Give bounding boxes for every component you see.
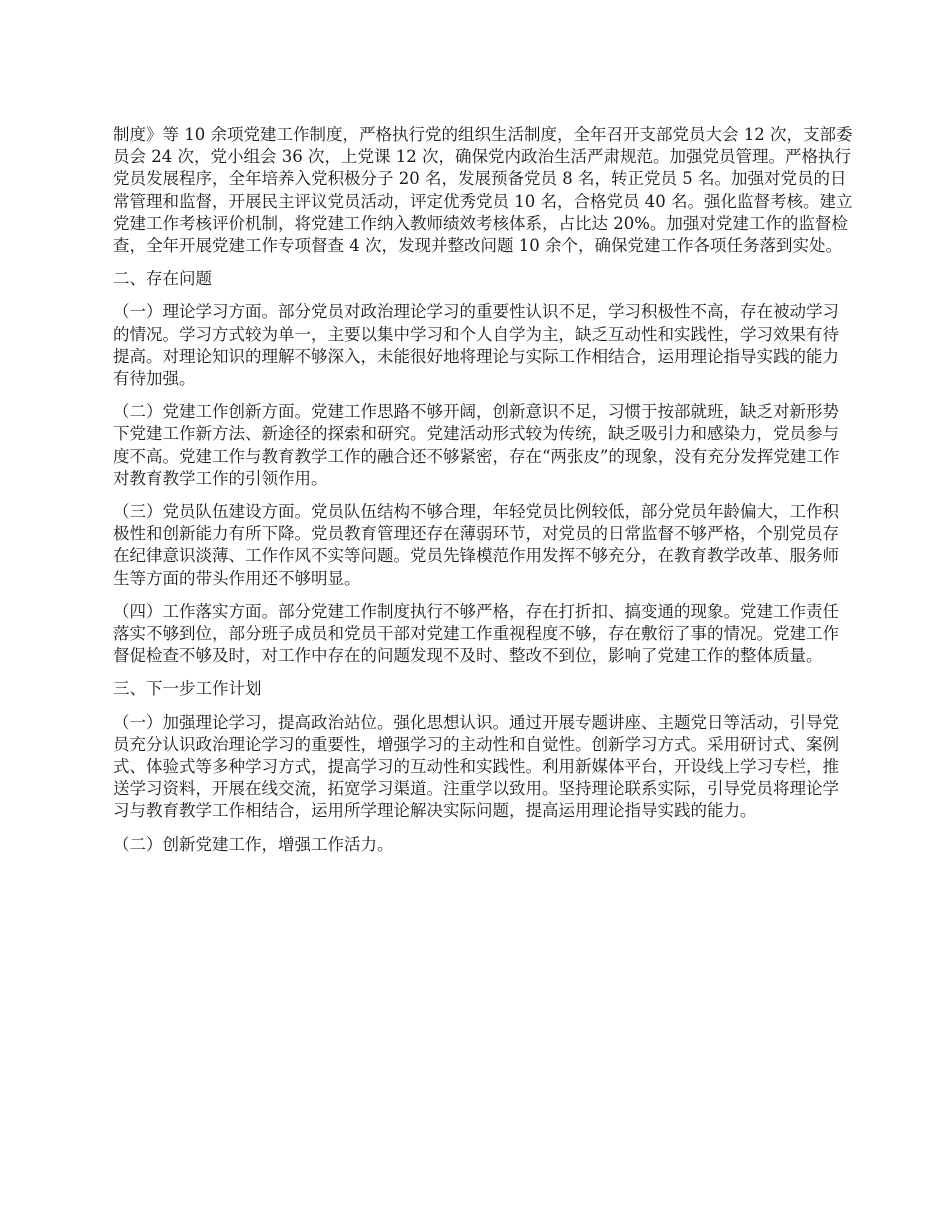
heading-existing-problems: 二、存在问题 [113, 269, 212, 289]
paragraph-party-building-system: 制度》等 10 余项党建工作制度，严格执行党的组织生活制度，全年召开支部党员大会 12 次，支部委员会 24 次，党小组会 36 次，上党课 12 次，确保党内政治生活严肃规范。加强党员管理。严格执行党员发展程序，全年培养入党积极分子 20 名，发展预备党员 8 名，转正党员 5 名。加强对党员的日常管理和监督，开展民主评议党员活动，评定优秀党员 10 名，合格党员 40 名。强化监督考核。建立党建工作考核评价机制，将党建工作纳入教师绩效考核体系，占比达 20%。加强对党建工作的监督检查，全年开展党建工作专项督查 4 次，发现并整改问题 10 余个，确保党建工作各项任务落到实处。 [113, 125, 853, 256]
heading-next-plan: 三、下一步工作计划 [113, 679, 262, 699]
paragraph-theory-study: （一）理论学习方面。部分党员对政治理论学习的重要性认识不足，学习积极性不高，存在被动学习的情况。学习方式较为单一，主要以集中学习和个人自学为主，缺乏互动性和实践性，学习效果有待提高。对理论知识的理解不够深入，未能很好地将理论与实际工作相结合，运用理论指导实践的能力有待加强。 [113, 302, 839, 389]
paragraph-innovation: （二）党建工作创新方面。党建工作思路不够开阔，创新意识不足，习惯于按部就班，缺乏对新形势下党建工作新方法、新途径的探索和研究。党建活动形式较为传统，缺乏吸引力和感染力，党员参与度不高。党建工作与教育教学工作的融合还不够紧密，存在“两张皮”的现象，没有充分发挥党建工作对教育教学工作的引领作用。 [113, 402, 840, 488]
paragraph-innovate-work: （二）创新党建工作，增强工作活力。 [113, 834, 394, 854]
paragraph-team-building: （三）党员队伍建设方面。党员队伍结构不够合理，年轻党员比例较低，部分党员年龄偏大，工作积极性和创新能力有所下降。党员教育管理还存在薄弱环节，对党员的日常监督不够严格，个别党员存在纪律意识淡薄、工作作风不实等问题。党员先锋模范作用发挥不够充分，在教育教学改革、服务师生等方面的带头作用还不够明显。 [113, 502, 839, 588]
paragraph-strengthen-study: （一）加强理论学习，提高政治站位。强化思想认识。通过开展专题讲座、主题党日等活动，引导党员充分认识政治理论学习的重要性，增强学习的主动性和自觉性。创新学习方式。采用研讨式、案例式、体验式等多种学习方式，提高学习的互动性和实践性。利用新媒体平台，开设线上学习专栏，推送学习资料，开展在线交流，拓宽学习渠道。注重学以致用。坚持理论联系实际，引导党员将理论学习与教育教学工作相结合，运用所学理论解决实际问题，提高运用理论指导实践的能力。 [113, 712, 839, 821]
paragraph-implementation: （四）工作落实方面。部分党建工作制度执行不够严格，存在打折扣、搞变通的现象。党建工作责任落实不够到位，部分班子成员和党员干部对党建工作重视程度不够，存在敷衍了事的情况。党建工作督促检查不够及时，对工作中存在的问题发现不及时、整改不到位，影响了党建工作的整体质量。 [113, 601, 839, 666]
document-page [113, 124, 855, 867]
